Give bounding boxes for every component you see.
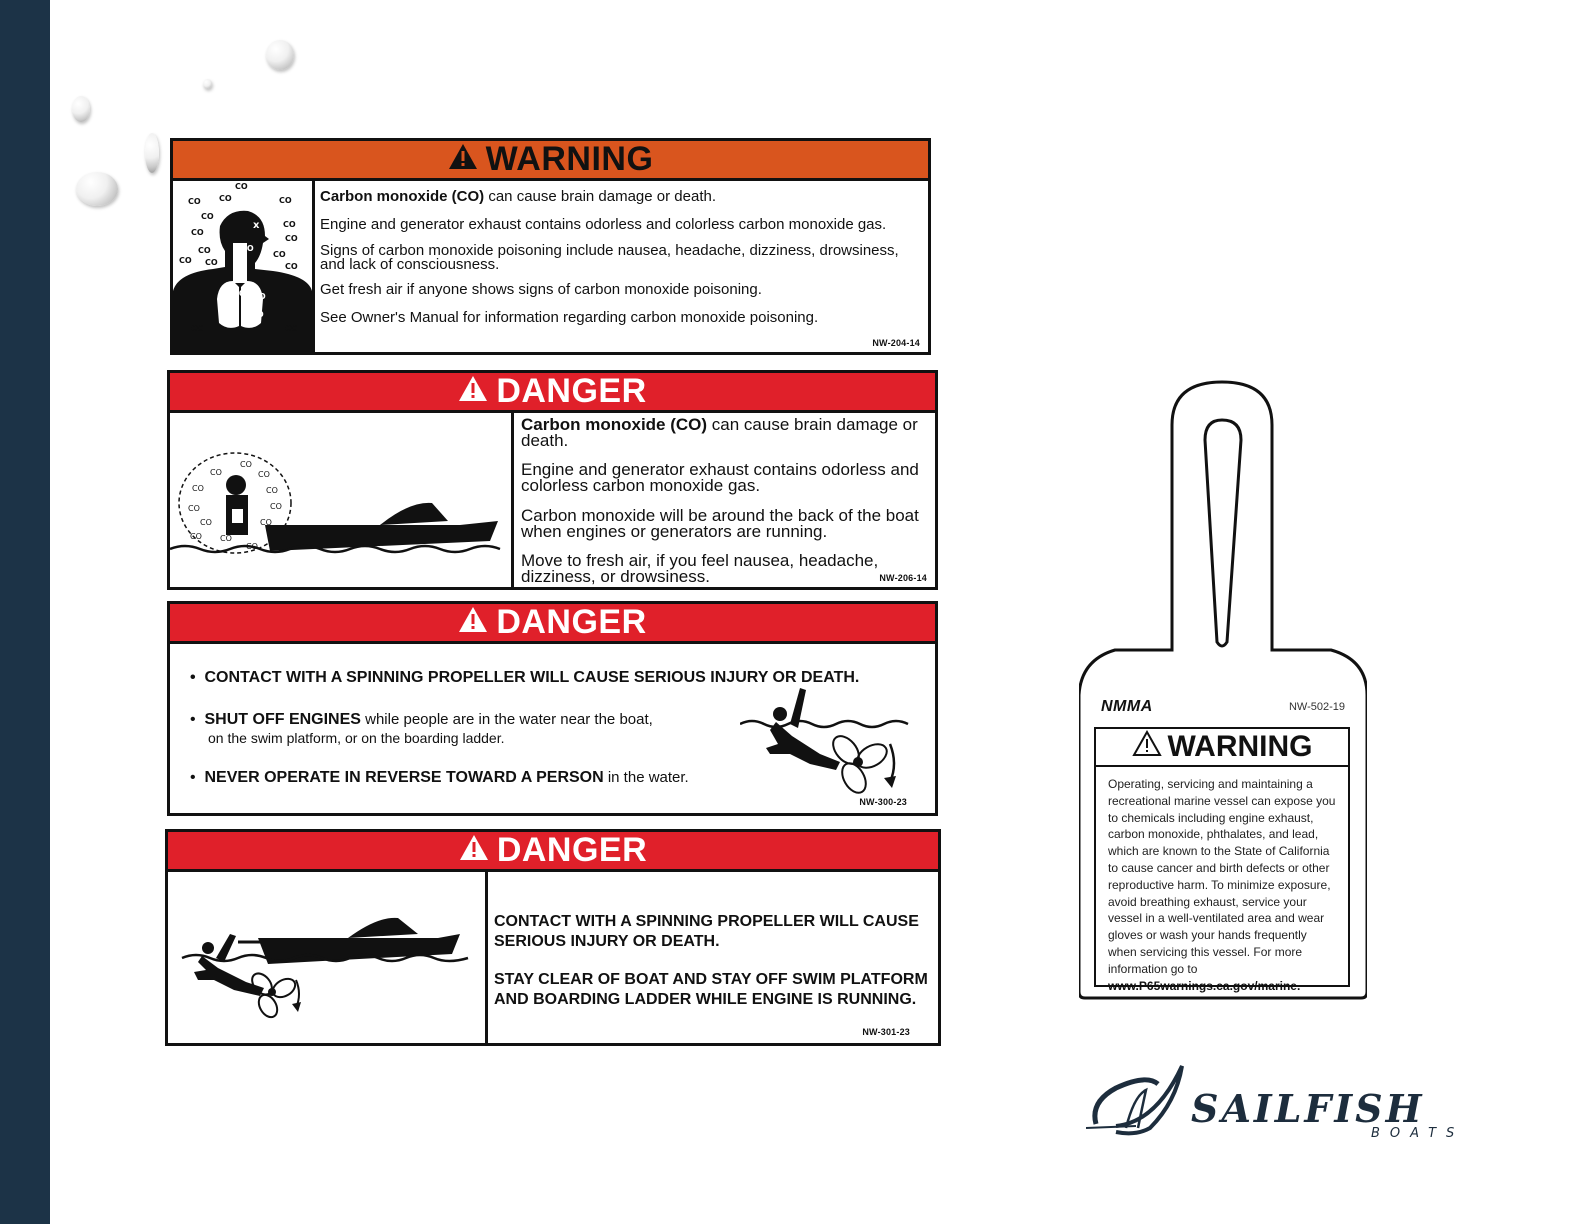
co-mark: CO bbox=[273, 250, 286, 259]
danger-line: Carbon monoxide (CO) can cause brain damage or death. bbox=[521, 415, 918, 451]
warning-header bbox=[173, 141, 928, 181]
svg-text:CO: CO bbox=[266, 486, 278, 495]
tag-warning-box bbox=[1094, 727, 1350, 993]
label-code: NW-206-14 bbox=[879, 573, 927, 583]
co-mark: CO bbox=[285, 262, 298, 271]
danger-header bbox=[170, 604, 935, 644]
danger-header-text: DANGER bbox=[496, 603, 647, 641]
danger-line: Carbon monoxide will be around the back of the boat when engines or generators are running. bbox=[521, 505, 919, 541]
co-mark: CO bbox=[223, 304, 236, 313]
danger-label-swim-platform bbox=[165, 829, 941, 1046]
water-drop bbox=[72, 96, 90, 122]
water-drop bbox=[145, 133, 159, 173]
logo-subtitle: BOATS bbox=[1371, 1126, 1465, 1141]
svg-text:CO: CO bbox=[190, 532, 202, 541]
warning-triangle-icon bbox=[459, 831, 489, 870]
warning-triangle-icon bbox=[458, 372, 488, 411]
svg-text:CO: CO bbox=[210, 468, 222, 477]
danger-header-text: DANGER bbox=[496, 831, 648, 869]
co-mark: CO bbox=[205, 258, 218, 267]
danger-line: STAY CLEAR OF BOAT AND STAY OFF SWIM PLATFORM AND BOARDING LADDER WHILE ENGINE IS RUNNING. bbox=[494, 971, 928, 1008]
co-mark: CO bbox=[191, 324, 204, 333]
warning-triangle-icon bbox=[458, 603, 488, 642]
co-mark: CO bbox=[188, 197, 201, 206]
svg-text:CO: CO bbox=[246, 542, 258, 551]
co-mark: CO bbox=[219, 194, 232, 203]
svg-text:CO: CO bbox=[270, 502, 282, 511]
svg-text:CO: CO bbox=[200, 518, 212, 527]
danger-co-text bbox=[514, 413, 935, 587]
danger-header bbox=[168, 832, 938, 872]
tag-url: www.P65warnings.ca.gov/marine. bbox=[1108, 978, 1301, 993]
danger-bullet: • SHUT OFF ENGINES while people are in the water near the boat, on the swim platform, or on the boarding ladder. bbox=[190, 711, 653, 747]
warning-line: Signs of carbon monoxide poisoning include nausea, headache, dizziness, drowsiness, and lack of consciousness. bbox=[320, 242, 899, 273]
side-band bbox=[0, 0, 50, 1224]
tag-warning-text: Operating, servicing and maintaining a recreational marine vessel can expose you to chemicals including engine exhaust, carbon monoxide, phthalates, and lead, which are known to the State of California to cause cancer and birth defects or other reproductive harm. To minimize exposure, avoid breathing exhaust, service your vessel in a well-ventilated area and wear gloves or wash your hands frequently when servicing this vessel. For more information go to www.P65warnings.ca.gov/marine. bbox=[1108, 777, 1336, 993]
warning-triangle-icon bbox=[448, 140, 478, 179]
sailfish-emblem-icon bbox=[1086, 1062, 1196, 1144]
co-mark: CO bbox=[191, 228, 204, 237]
co-mark: CO bbox=[285, 324, 298, 333]
warning-line: Carbon monoxide (CO) can cause brain damage or death. bbox=[320, 188, 716, 205]
prop65-hang-tag bbox=[1079, 380, 1367, 1002]
warning-triangle-icon bbox=[1132, 730, 1162, 765]
co-poisoning-person-icon bbox=[173, 181, 315, 352]
nmma-logo: NMMA bbox=[1101, 698, 1153, 715]
tag-warning-header: WARNING bbox=[1096, 729, 1348, 767]
svg-text:CO: CO bbox=[188, 504, 200, 513]
danger-header-text: DANGER bbox=[496, 372, 647, 410]
co-mark: CO bbox=[235, 182, 248, 191]
water-drop bbox=[266, 40, 294, 70]
label-code: NW-300-23 bbox=[859, 797, 907, 807]
svg-text:CO: CO bbox=[260, 518, 272, 527]
tag-code: NW-502-19 bbox=[1288, 701, 1345, 713]
warning-line: Get fresh air if anyone shows signs of carbon monoxide poisoning. bbox=[320, 281, 762, 298]
co-mark: CO bbox=[179, 256, 192, 265]
co-mark: CO bbox=[198, 246, 211, 255]
water-drop bbox=[76, 172, 118, 206]
danger-line: Move to fresh air, if you feel nausea, headache, dizziness, or drowsiness. bbox=[521, 550, 879, 586]
danger-label-co bbox=[167, 370, 938, 590]
co-mark: CO bbox=[253, 292, 266, 301]
warning-line: See Owner's Manual for information regarding carbon monoxide poisoning. bbox=[320, 308, 819, 326]
warning-header-text: WARNING bbox=[485, 140, 654, 178]
danger-line: CONTACT WITH A SPINNING PROPELLER WILL CAUSE SERIOUS INJURY OR DEATH. bbox=[494, 913, 919, 950]
warning-label-co bbox=[170, 138, 931, 355]
svg-text:CO: CO bbox=[220, 534, 232, 543]
svg-text:x: x bbox=[253, 220, 260, 231]
water-drop bbox=[203, 79, 212, 89]
label-code: NW-204-14 bbox=[872, 338, 920, 348]
co-mark: CO bbox=[279, 196, 292, 205]
svg-text:CO: CO bbox=[258, 470, 270, 479]
label-code: NW-301-23 bbox=[862, 1027, 910, 1037]
co-mark: CO bbox=[251, 310, 264, 319]
warning-text bbox=[315, 181, 928, 352]
danger-line: Engine and generator exhaust contains odorless and colorless carbon monoxide gas. bbox=[521, 460, 919, 496]
svg-text:CO: CO bbox=[192, 484, 204, 493]
danger-bullet: • CONTACT WITH A SPINNING PROPELLER WILL CAUSE SERIOUS INJURY OR DEATH. bbox=[190, 669, 860, 686]
logo-wordmark: SAILFISH bbox=[1191, 1086, 1425, 1131]
co-mark: CO bbox=[201, 212, 214, 221]
danger-swim-text bbox=[488, 872, 938, 1043]
co-mark: CO bbox=[283, 220, 296, 229]
boat-exhaust-person-icon bbox=[170, 413, 514, 587]
boat-swimmer-propeller-icon bbox=[168, 872, 488, 1043]
co-mark: CO bbox=[285, 234, 298, 243]
co-mark: CO bbox=[233, 289, 246, 298]
warning-line: Engine and generator exhaust contains odorless and colorless carbon monoxide gas. bbox=[320, 215, 887, 233]
danger-label-propeller bbox=[167, 601, 938, 816]
danger-bullet: • NEVER OPERATE IN REVERSE TOWARD A PERSON in the water. bbox=[190, 769, 689, 786]
co-mark: CO bbox=[241, 244, 254, 253]
svg-text:CO: CO bbox=[240, 460, 252, 469]
danger-header bbox=[170, 373, 935, 413]
sailfish-boats-logo bbox=[1086, 1062, 1491, 1144]
swimmer-propeller-icon bbox=[740, 684, 910, 794]
